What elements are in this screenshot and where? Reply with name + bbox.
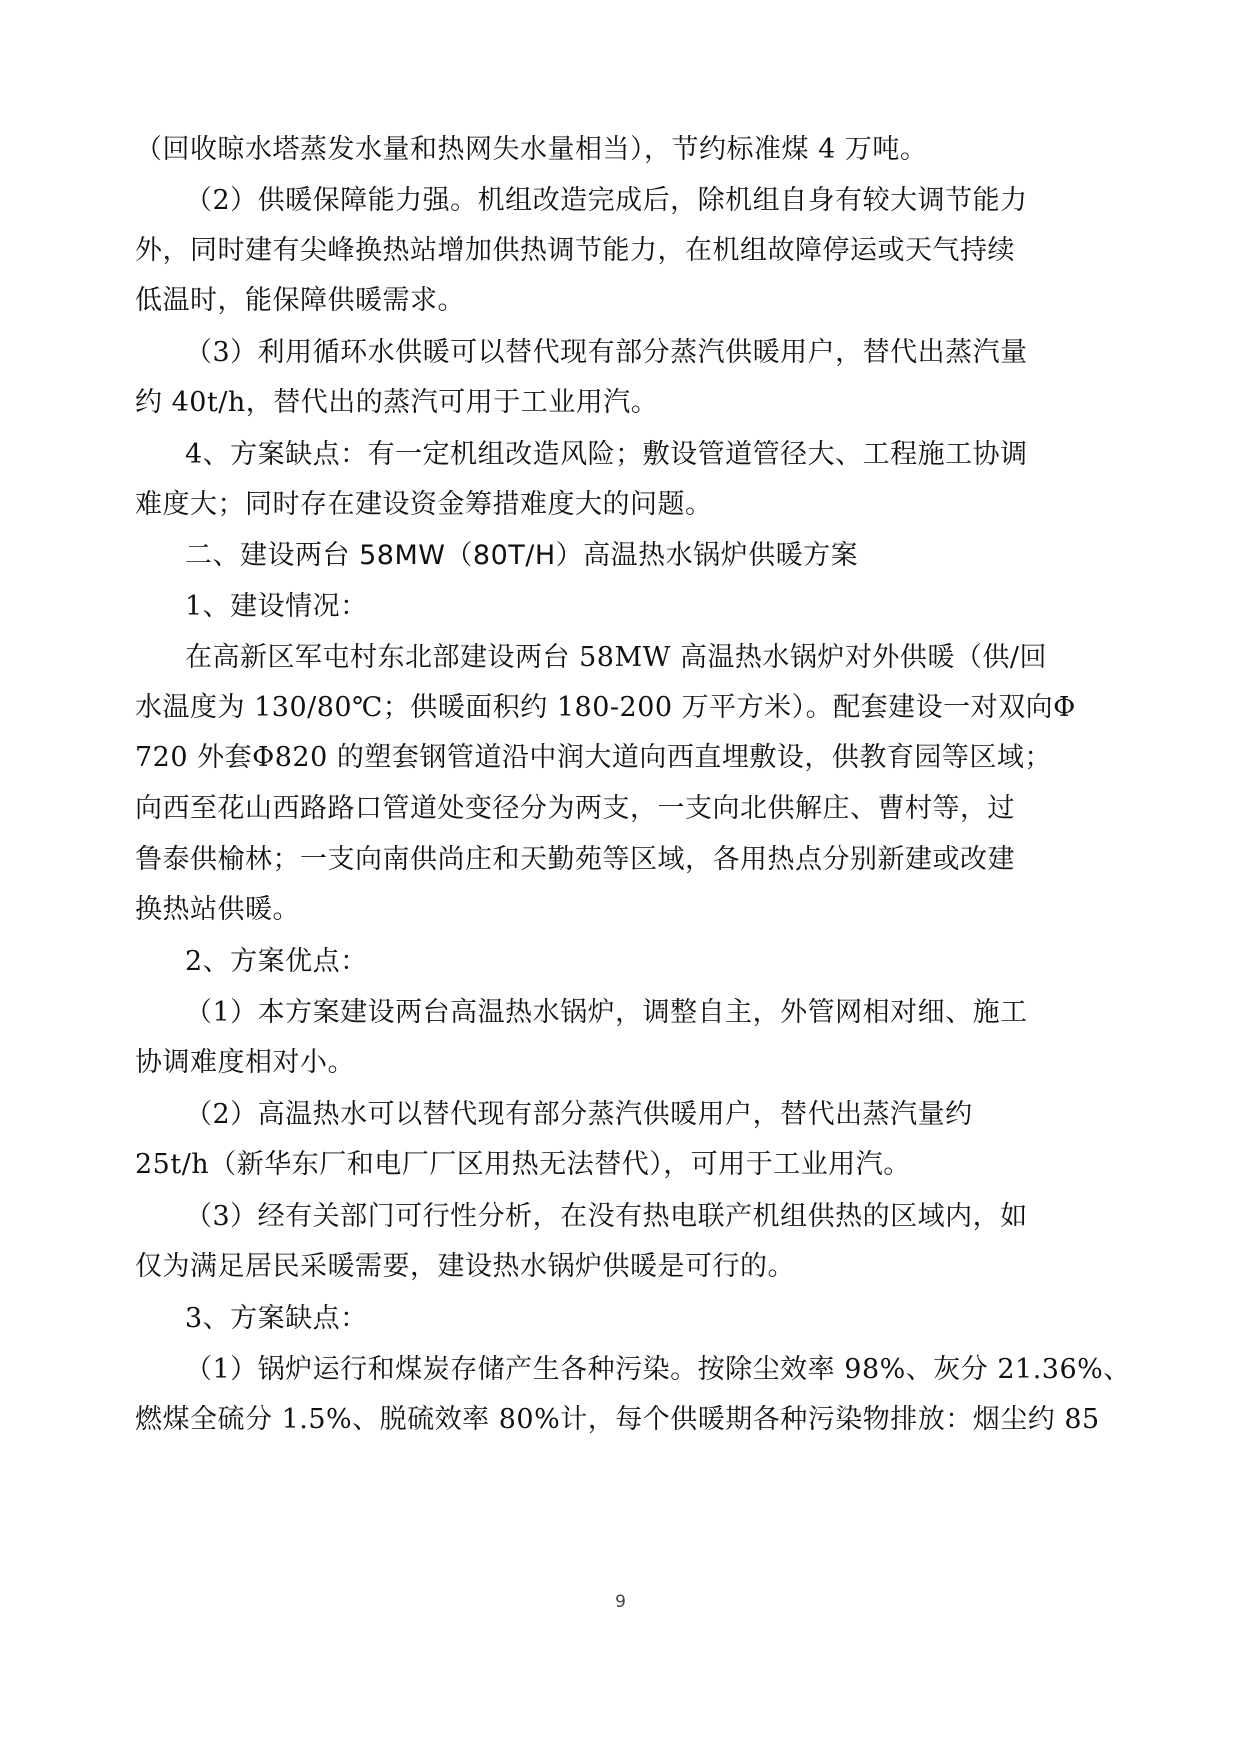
body-text-line: （3）利用循环水供暖可以替代现有部分蒸汽供暖用户，替代出蒸汽量 xyxy=(185,337,1028,368)
body-text-line: 约 40t/h，替代出的蒸汽可用于工业用汽。 xyxy=(135,387,659,418)
body-text-line: 720 外套Φ820 的塑套钢管道沿中润大道向西直埋敷设，供教育园等区域； xyxy=(135,742,1052,773)
body-text-line: 水温度为 130/80℃；供暖面积约 180-200 万平方米）。配套建设一对双向Φ xyxy=(135,692,1076,723)
body-text-line: （1）本方案建设两台高温热水锅炉，调整自主，外管网相对细、施工 xyxy=(185,997,1028,1028)
subsection-heading: 2、方案优点： xyxy=(185,946,368,977)
body-text-line: 在高新区军屯村东北部建设两台 58MW 高温热水锅炉对外供暖（供/回 xyxy=(185,642,1048,673)
body-text-line: （回收晾水塔蒸发水量和热网失水量相当），节约标准煤 4 万吨。 xyxy=(135,134,928,165)
subsection-heading: 1、建设情况： xyxy=(185,591,368,622)
body-text-line: 鲁泰供榆林；一支向南供尚庄和天勤苑等区域，各用热点分别新建或改建 xyxy=(135,844,1015,875)
body-text-line: 低温时，能保障供暖需求。 xyxy=(135,285,465,316)
body-text-line: 换热站供暖。 xyxy=(135,894,300,925)
body-text-line: 25t/h（新华东厂和电厂厂区用热无法替代），可用于工业用汽。 xyxy=(135,1149,911,1180)
subsection-heading: 3、方案缺点： xyxy=(185,1303,368,1334)
section-heading: 二、建设两台 58MW（80T/H）高温热水锅炉供暖方案 xyxy=(185,540,859,571)
body-text-line: 向西至花山西路路口管道处变径分为两支，一支向北供解庄、曹村等，过 xyxy=(135,793,1015,824)
body-text-line: （3）经有关部门可行性分析，在没有热电联产机组供热的区域内，如 xyxy=(185,1201,1028,1232)
body-text-line: 4、方案缺点：有一定机组改造风险；敷设管道管径大、工程施工协调 xyxy=(185,439,1028,470)
body-text-line: （2）供暖保障能力强。机组改造完成后，除机组自身有较大调节能力 xyxy=(185,185,1028,216)
body-text-line: 协调难度相对小。 xyxy=(135,1047,355,1078)
page-number: 9 xyxy=(615,1592,626,1612)
body-text-line: （1）锅炉运行和煤炭存储产生各种污染。按除尘效率 98%、灰分 21.36%、 xyxy=(185,1354,1131,1385)
body-text-line: 难度大；同时存在建设资金筹措难度大的问题。 xyxy=(135,489,713,520)
body-text-line: （2）高温热水可以替代现有部分蒸汽供暖用户，替代出蒸汽量约 xyxy=(185,1099,973,1130)
body-text-line: 燃煤全硫分 1.5%、脱硫效率 80%计，每个供暖期各种污染物排放：烟尘约 85 xyxy=(135,1404,1100,1435)
body-text-line: 仅为满足居民采暖需要，建设热水锅炉供暖是可行的。 xyxy=(135,1251,795,1282)
body-text-line: 外，同时建有尖峰换热站增加供热调节能力，在机组故障停运或天气持续 xyxy=(135,235,1015,266)
